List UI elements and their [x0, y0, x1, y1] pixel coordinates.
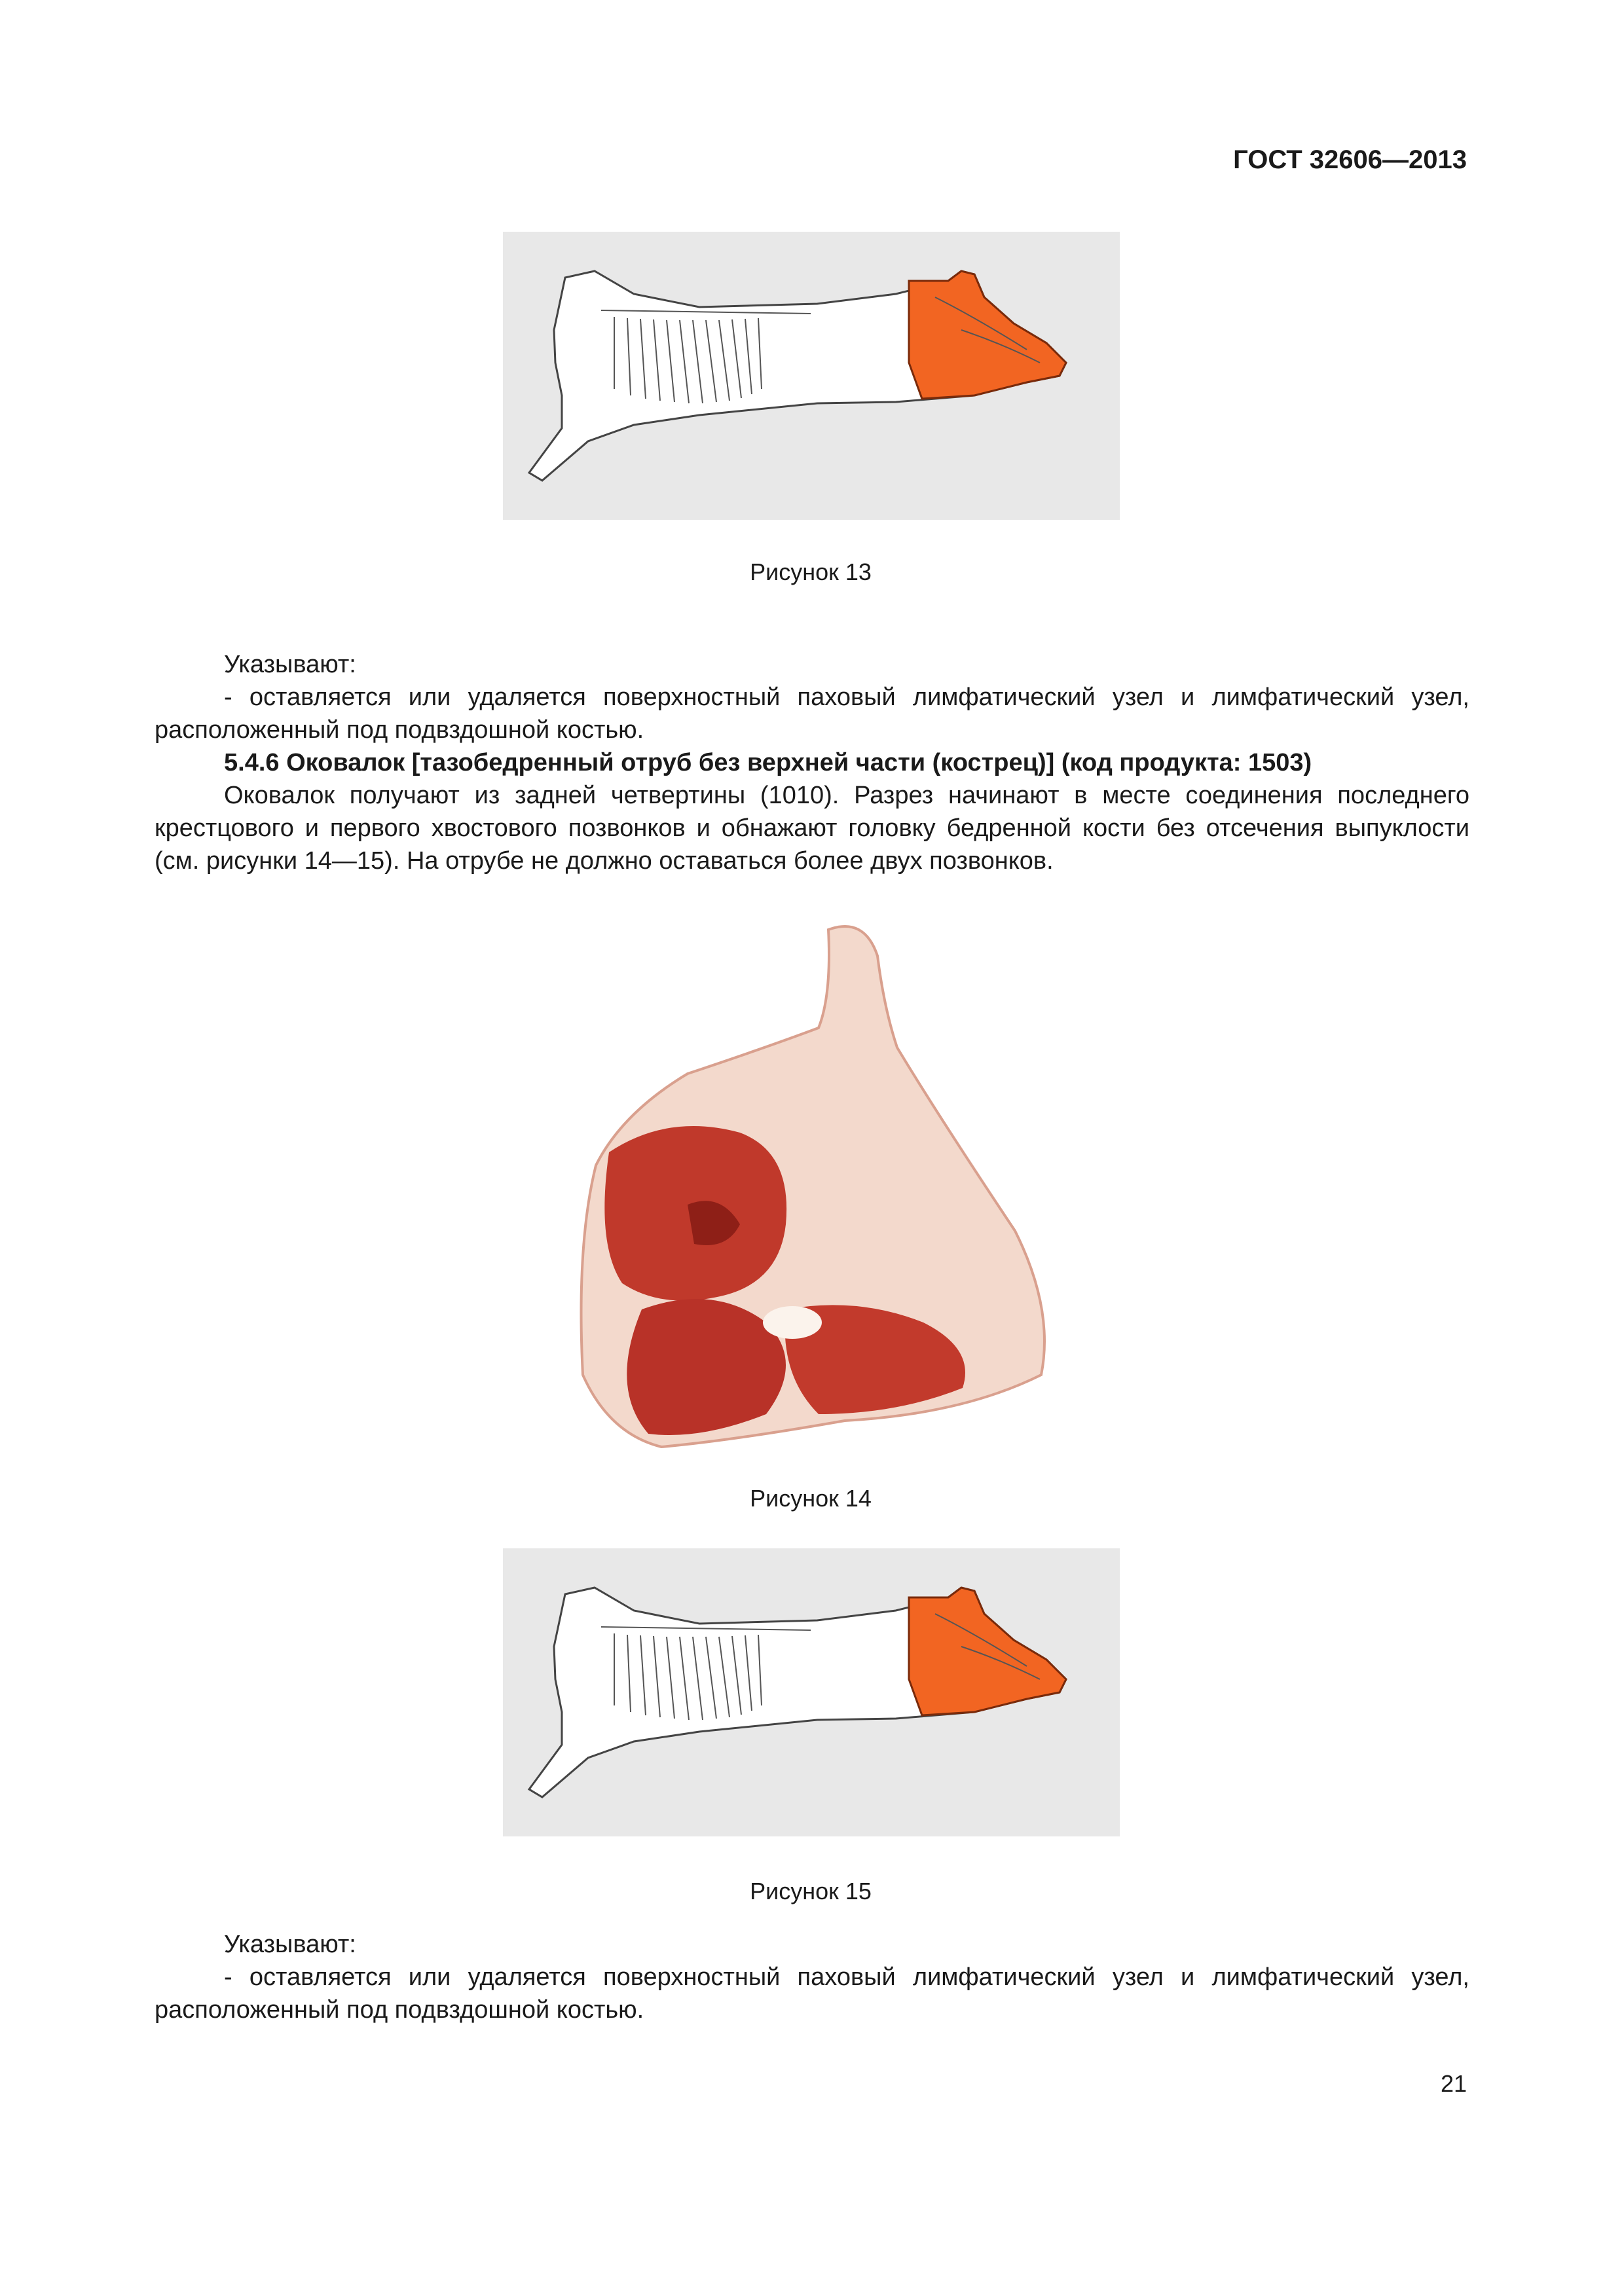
indication-lead-text: Указывают:	[224, 651, 356, 678]
standard-code: ГОСТ 32606—2013	[1233, 145, 1467, 174]
figure-14-caption: Рисунок 14	[750, 1485, 872, 1512]
indication-item-text-2: - оставляется или удаляется поверхностный паховый лимфатический узел и лимфатический узел, расположенный под подвздошной костью.	[155, 1963, 1469, 2024]
figure-15-caption: Рисунок 15	[750, 1878, 872, 1904]
indication-lead-1	[155, 648, 1469, 877]
figure-15-carcass-diagram	[503, 1548, 1120, 1836]
indication-block-2	[155, 1928, 1469, 2026]
section-body: Оковалок получают из задней четвертины (1010). Разрез начинают в месте соединения последнего крестцового и первого хвостового позвонков и обнажают головку бедренной кости без отсечения выпуклости (см. рисунки 14—15). На отрубе не должно оставаться более двух позвонков.	[155, 782, 1469, 875]
figure-14-meat-photo	[570, 917, 1080, 1467]
figure-13-caption: Рисунок 13	[750, 558, 872, 585]
indication-item-text: - оставляется или удаляется поверхностный паховый лимфатический узел и лимфатический узел, расположенный под подвздошной костью.	[155, 683, 1469, 744]
page-number: 21	[1440, 2070, 1467, 2097]
figure-13-carcass-diagram	[503, 232, 1120, 520]
indication-lead-text-2: Указывают:	[224, 1931, 356, 1958]
section-heading: 5.4.6 Оковалок [тазобедренный отруб без верхней части (кострец)] (код продукта: 1503)	[224, 749, 1312, 776]
